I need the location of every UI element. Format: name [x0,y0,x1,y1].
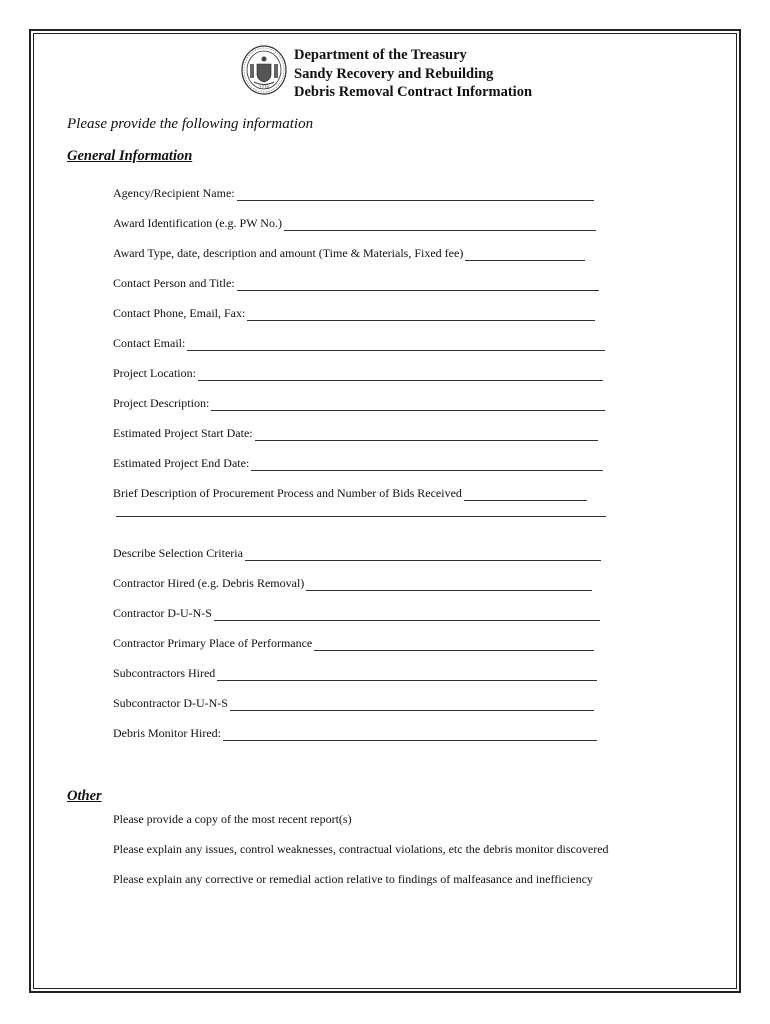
field-label: Describe Selection Criteria [113,546,243,560]
field-end-date[interactable] [113,456,603,471]
field-blank[interactable] [245,550,601,561]
field-label: Contractor D-U-N-S [113,606,212,620]
field-procurement-description[interactable] [113,486,587,501]
svg-text:1776: 1776 [258,85,270,90]
field-subcontractor-duns[interactable] [113,696,594,711]
field-blank[interactable] [465,250,585,261]
field-label: Award Type, date, description and amount (Time & Materials, Fixed fee) [113,246,464,260]
field-blank[interactable] [211,400,605,411]
field-label: Agency/Recipient Name: [113,186,235,200]
field-project-description[interactable] [113,396,605,411]
field-blank[interactable] [255,430,598,441]
field-blank[interactable] [284,220,596,231]
field-contractor-place[interactable] [113,636,594,651]
field-agency-name[interactable] [113,186,594,201]
field-contractor-duns[interactable] [113,606,600,621]
field-label: Contact Person and Title: [113,276,235,290]
field-label: Brief Description of Procurement Process and Number of Bids Received [113,486,462,500]
other-item-issues: Please explain any issues, control weaknesses, contractual violations, etc the debris monitor discovered [113,842,609,856]
field-blank[interactable] [214,610,600,621]
state-seal-icon [240,44,288,96]
field-blank[interactable] [464,490,587,501]
field-selection-criteria[interactable] [113,546,601,561]
field-contact-person[interactable] [113,276,599,291]
field-label: Contractor Primary Place of Performance [113,636,313,650]
header-program: Sandy Recovery and Rebuilding [294,65,494,82]
field-subcontractors-hired[interactable] [113,666,597,681]
field-label: Project Description: [113,396,210,410]
field-label: Subcontractors Hired [113,666,216,680]
field-label: Contractor Hired (e.g. Debris Removal) [113,576,305,590]
field-blank[interactable] [306,580,592,591]
field-label: Debris Monitor Hired: [113,726,221,740]
other-item-corrective-action: Please explain any corrective or remedial action relative to findings of malfeasance and inefficiency [113,872,593,886]
field-start-date[interactable] [113,426,598,441]
field-blank[interactable] [198,370,603,381]
field-label: Estimated Project End Date: [113,456,250,470]
field-blank[interactable] [247,310,595,321]
field-award-type[interactable] [113,246,585,261]
field-contact-phone[interactable] [113,306,595,321]
field-debris-monitor[interactable] [113,726,597,741]
field-label: Contact Phone, Email, Fax: [113,306,246,320]
field-label: Project Location: [113,366,196,380]
field-blank[interactable] [217,670,597,681]
document-header [294,46,532,102]
field-label: Contact Email: [113,336,186,350]
intro-text: Please provide the following information [67,116,314,132]
section-title-other: Other [67,788,102,804]
field-blank[interactable] [251,460,603,471]
header-department: Department of the Treasury [294,47,467,63]
field-contractor-hired[interactable] [113,576,592,591]
other-item-report: Please provide a copy of the most recent report(s) [113,812,352,826]
field-blank[interactable] [237,280,599,291]
field-label: Subcontractor D-U-N-S [113,696,228,710]
header-form-title: Debris Removal Contract Information [294,84,533,100]
field-blank[interactable] [223,730,597,741]
section-title-general: General Information [67,148,193,164]
field-label: Award Identification (e.g. PW No.) [113,216,282,230]
field-award-identification[interactable] [113,216,596,231]
field-blank[interactable] [314,640,594,651]
procurement-continuation-line[interactable] [116,516,606,517]
field-label: Estimated Project Start Date: [113,426,253,440]
field-project-location[interactable] [113,366,603,381]
field-blank[interactable] [230,700,594,711]
field-contact-email[interactable] [113,336,605,351]
field-blank[interactable] [187,340,605,351]
field-blank[interactable] [237,190,594,201]
